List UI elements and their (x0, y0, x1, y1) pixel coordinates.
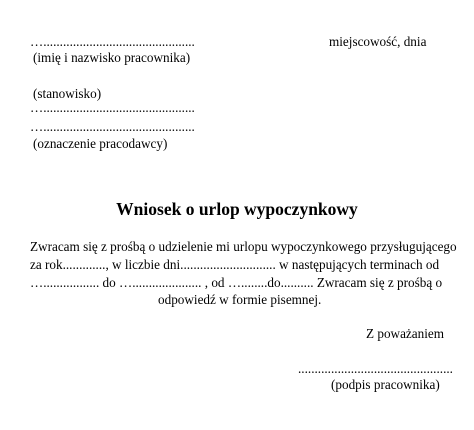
body-line-2: za rok............., w liczbie dni............................. w następujących terminach od (30, 257, 440, 272)
document-title: Wniosek o urlop wypoczynkowy (116, 199, 358, 219)
regards-text: Z poważaniem (366, 326, 444, 341)
position-label: (stanowisko) (33, 86, 102, 101)
employer-dots-1: ….............................................. (30, 100, 195, 115)
employee-name-dots: ….............................................. (30, 34, 195, 49)
employer-label: (oznaczenie pracodawcy) (33, 136, 168, 151)
body-line-1: Zwracam się z prośbą o udzielenie mi urlopu wypoczynkowego przysługującego (30, 239, 457, 254)
employer-dots-2: ….............................................. (30, 119, 195, 134)
signature-dots: ............................................... (298, 361, 453, 376)
place-date-label: miejscowość, dnia (329, 34, 427, 49)
body-line-3: …................. do …..................... , od …........do.......... Zwracam się z prośbą o (30, 275, 443, 290)
employee-name-label: (imię i nazwisko pracownika) (33, 50, 191, 65)
body-line-4: odpowiedź w formie pisemnej. (158, 292, 322, 307)
signature-label: (podpis pracownika) (331, 377, 440, 392)
